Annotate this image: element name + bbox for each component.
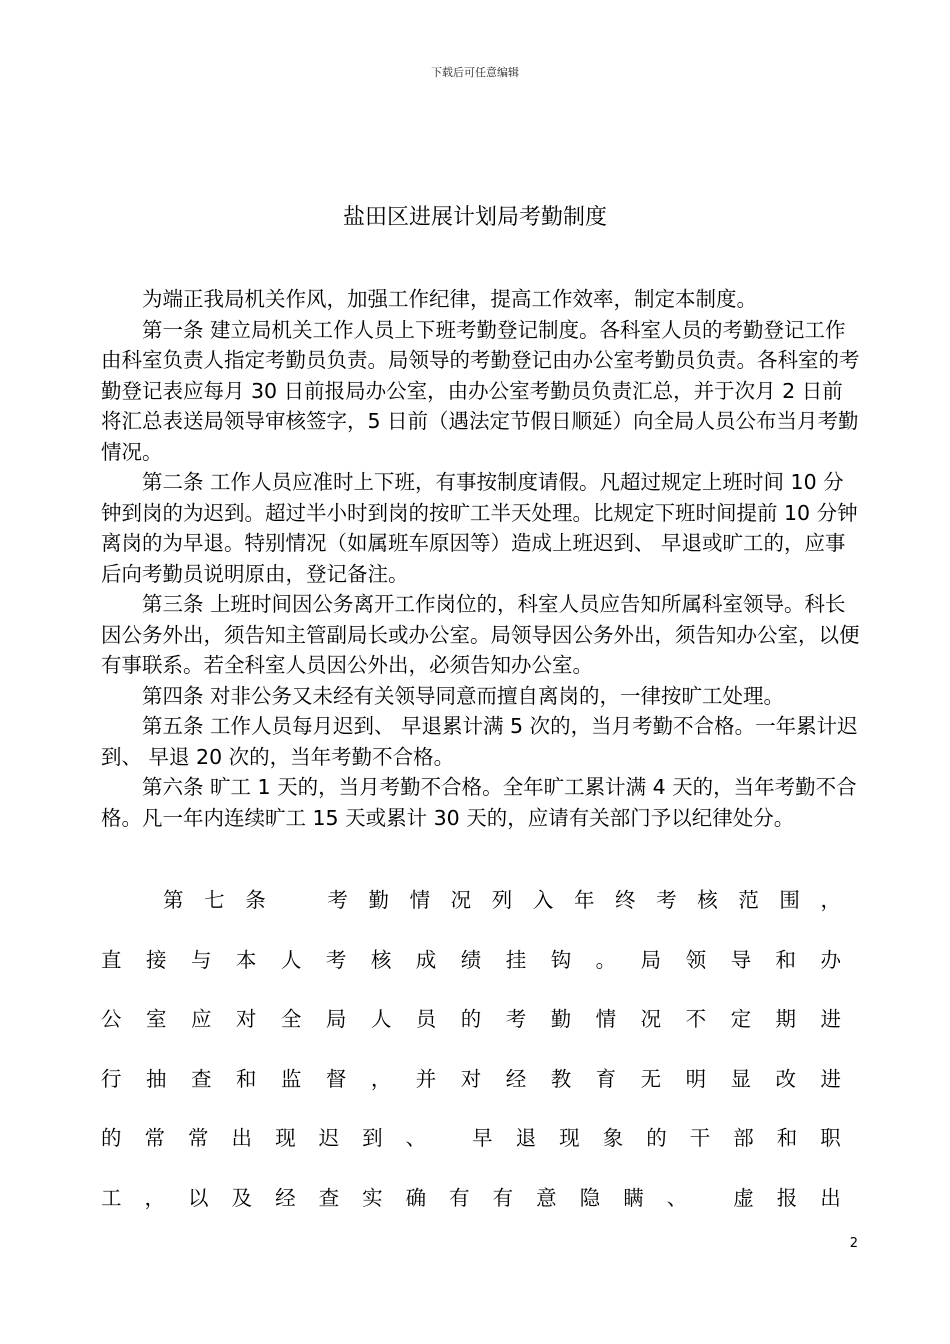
spaced-line: [101, 1118, 841, 1178]
spaced-char: 督: [325, 1066, 347, 1091]
spaced-char: 考: [505, 1007, 527, 1031]
spaced-char: 不: [685, 1007, 707, 1031]
paragraph-article-3: 第三条 上班时间因公务离开工作岗位的，科室人员应告知所属科室领导。科长因公务外出，须告知主管副局长或办公室。局领导因公务外出，须告知办公室，以便有事联系。若全科室人员因公外出，必须告知办公室。: [101, 592, 860, 677]
spaced-char: 列: [491, 888, 513, 912]
spaced-char: 实: [362, 1185, 383, 1210]
spaced-char: 干: [689, 1126, 711, 1150]
spaced-char: 无: [640, 1066, 662, 1091]
spaced-char: 范: [738, 888, 759, 912]
spaced-char: 围: [779, 888, 800, 912]
spaced-char: 勤: [368, 888, 389, 912]
spaced-char: 局: [640, 947, 662, 972]
spaced-char: 工: [101, 1185, 122, 1210]
spaced-char: 况: [450, 888, 472, 912]
spaced-char: 核: [370, 947, 392, 972]
spaced-char: 象: [602, 1126, 624, 1150]
spaced-char: 考: [325, 947, 347, 972]
paragraph-article-5: 第五条 工作人员每月迟到、 早退累计满 5 次的，当月考勤不合格。一年累计迟到、 早退 20 次的，当年考勤不合格。: [101, 714, 858, 769]
spaced-char: ，: [370, 1066, 392, 1091]
spaced-char: 明: [685, 1066, 707, 1091]
spaced-char: 、: [666, 1185, 688, 1210]
spaced-char: 勤: [550, 1007, 572, 1031]
spaced-char: 全: [280, 1007, 302, 1031]
spaced-char: 教: [550, 1066, 572, 1091]
spaced-char: 经: [505, 1066, 527, 1091]
spaced-char: 导: [730, 947, 752, 972]
spaced-char: 改: [775, 1066, 797, 1091]
spaced-char: 领: [685, 947, 707, 972]
spaced-line: [101, 999, 841, 1059]
spaced-char: 条: [245, 888, 266, 912]
spaced-char: 考: [327, 888, 348, 912]
page-number: 2: [849, 1236, 858, 1251]
spaced-char: 职: [820, 1126, 841, 1150]
spaced-char: 钩: [550, 947, 572, 972]
spaced-char: 接: [145, 947, 167, 972]
paragraph-intro: 为端正我局机关作风，加强工作纪律，提高工作效率，制定本制度。: [142, 287, 757, 311]
document-body: [101, 284, 861, 833]
spaced-char: 公: [101, 1007, 122, 1031]
spaced-char: 监: [280, 1066, 302, 1091]
spaced-char: 、: [405, 1126, 427, 1150]
spaced-char: 意: [536, 1185, 557, 1210]
spaced-char: 到: [362, 1126, 383, 1150]
spaced-char: 对: [235, 1007, 257, 1031]
spaced-char: 况: [640, 1007, 662, 1031]
spaced-char: 查: [190, 1066, 212, 1091]
spaced-line: [101, 940, 841, 1000]
paragraph-article-4: 第四条 对非公务又未经有关领导同意而擅自离岗的，一律按旷工处理。: [142, 683, 785, 708]
spaced-char: 确: [405, 1185, 427, 1210]
spaced-char: 并: [415, 1066, 437, 1091]
spaced-char: 的: [101, 1126, 122, 1150]
spaced-char: 和: [776, 1126, 798, 1150]
spaced-char: 抽: [145, 1066, 167, 1091]
spaced-char: 本: [235, 947, 257, 972]
spaced-char: 室: [145, 1007, 167, 1031]
spaced-char: 挂: [505, 947, 527, 972]
spaced-char: [286, 880, 307, 940]
spaced-char: 出: [231, 1126, 253, 1150]
spaced-char: 现: [275, 1126, 296, 1150]
spaced-char: 以: [188, 1185, 209, 1210]
spaced-char: 育: [595, 1066, 617, 1091]
spaced-char: 瞒: [623, 1185, 644, 1210]
spaced-char: 和: [235, 1066, 257, 1091]
spaced-char: 显: [730, 1066, 752, 1091]
spaced-char: 核: [697, 888, 718, 912]
spaced-char: 入: [532, 888, 554, 912]
spaced-char: 有: [492, 1185, 514, 1210]
spaced-line: [101, 1059, 841, 1119]
spaced-char: 第: [163, 888, 184, 912]
spaced-char: 。: [595, 947, 617, 972]
spaced-char: 情: [409, 888, 431, 912]
spaced-char: 的: [646, 1126, 667, 1150]
spaced-char: 早: [472, 1126, 493, 1150]
spaced-char: 及: [231, 1185, 253, 1210]
document-title: 盐田区进展计划局考勤制度: [342, 205, 607, 230]
spaced-char: 隐: [579, 1185, 601, 1210]
paragraph-article-6: 第六条 旷工 1 天的，当月考勤不合格。全年旷工累计满 4 天的，当年考勤不合格。凡一年内连续旷工 15 天或累计 30 天的，应请有关部门予以纪律处分。: [101, 775, 857, 830]
spaced-char: 局: [325, 1007, 347, 1031]
spaced-char: 的: [460, 1007, 482, 1031]
spaced-char: 考: [656, 888, 677, 912]
spaced-char: 行: [101, 1066, 122, 1091]
page-header: 下载后可任意编辑: [431, 66, 519, 79]
spaced-line: [101, 880, 841, 940]
spaced-char: 现: [559, 1126, 580, 1150]
spaced-char: 情: [595, 1007, 617, 1031]
spaced-char: 办: [820, 947, 841, 972]
spaced-char: ，: [144, 1185, 166, 1210]
spaced-char: 报: [776, 1185, 798, 1210]
spaced-char: 进: [820, 1007, 841, 1031]
spaced-char: 人: [280, 947, 302, 972]
spaced-char: 部: [733, 1126, 754, 1150]
spaced-char: 人: [370, 1007, 392, 1031]
spaced-char: 迟: [318, 1126, 340, 1150]
spaced-char: 终: [615, 888, 636, 912]
spaced-char: 和: [775, 947, 797, 972]
spaced-char: 有: [449, 1185, 470, 1210]
spaced-char: 七: [204, 888, 225, 912]
spaced-char: 直: [101, 947, 122, 972]
spaced-char: 绩: [460, 947, 482, 972]
spaced-char: 与: [190, 947, 212, 972]
spaced-char: 查: [318, 1185, 340, 1210]
spaced-char: 对: [460, 1066, 482, 1091]
spaced-char: 出: [820, 1185, 841, 1210]
spaced-char: 虚: [733, 1185, 754, 1210]
spaced-char: 经: [275, 1185, 296, 1210]
spaced-char: 常: [188, 1126, 209, 1150]
spaced-char: 常: [144, 1126, 166, 1150]
spaced-char: 进: [820, 1066, 841, 1091]
spaced-char: ，: [820, 888, 841, 912]
article-7-spaced-text: [101, 880, 841, 1237]
paragraph-article-1: 第一条 建立局机关工作人员上下班考勤登记制度。各科室人员的考勤登记工作由科室负责人指定考勤员负责。局领导的考勤登记由办公室考勤员负责。各科室的考勤登记表应每月 30 日前报局办公室，由办公室考勤员负责汇总，并于次月 2 日前将汇总表送局领导审核签字，5 日前（遇法定节假日顺延）向全局人员公布当月考勤情况。: [101, 317, 860, 464]
spaced-char: 应: [190, 1007, 212, 1031]
spaced-char: 年: [573, 888, 595, 912]
spaced-char: 期: [775, 1007, 797, 1031]
spaced-char: 定: [730, 1007, 752, 1031]
spaced-char: 退: [515, 1126, 537, 1150]
paragraph-article-2: 第二条 工作人员应准时上下班，有事按制度请假。凡超过规定上班时间 10 分钟到岗的为迟到。超过半小时到岗的按旷工半天处理。比规定下班时间提前 10 分钟离岗的为早退。特别情况（如属班车原因等）造成上班迟到、 早退或旷工的，应事后向考勤员说明原由，登记备注。: [101, 470, 858, 586]
spaced-line: [101, 1178, 841, 1238]
spaced-char: 员: [415, 1007, 437, 1031]
spaced-char: 成: [415, 947, 437, 972]
